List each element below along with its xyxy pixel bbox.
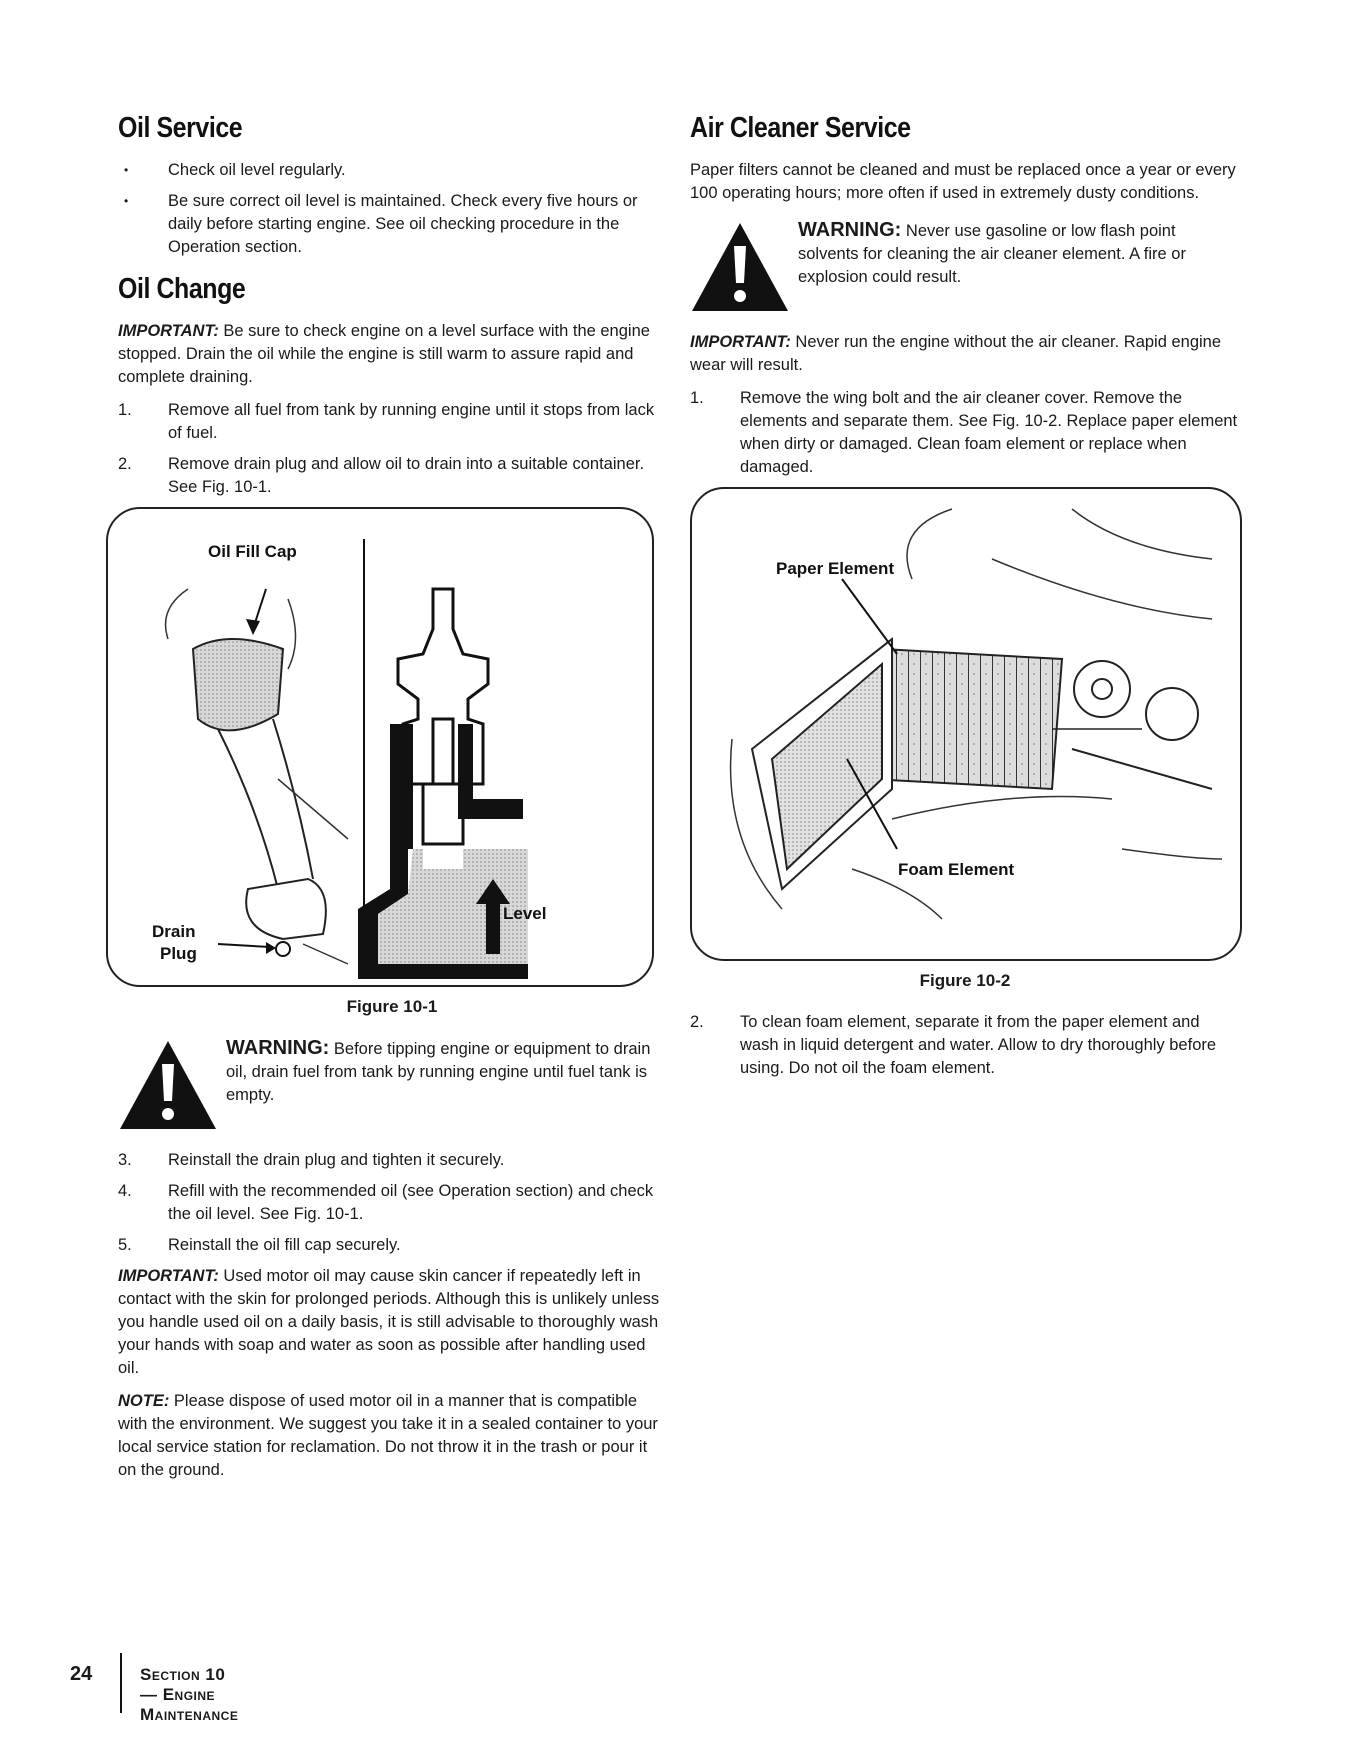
step-text: Reinstall the oil fill cap securely. [168,1236,401,1254]
list-item [118,1149,666,1172]
step-text: Remove drain plug and allow oil to drain into a suitable container. See Fig. 10-1. [168,455,645,496]
important-text: Never run the engine without the air cleaner. Rapid engine wear will result. [690,333,1222,374]
important-paragraph-2 [118,1265,666,1380]
list-item [118,399,666,445]
figure-10-1 [106,507,654,987]
warning-icon [690,221,790,313]
important-label: IMPORTANT: [690,333,791,351]
warning-paragraph [226,1037,666,1107]
plug-label: Plug [160,944,197,963]
step-number: 1. [690,389,704,407]
step-text: To clean foam element, separate it from the paper element and wash in liquid detergent and water. Allow to dry thoroughly before using. Do not oil the foam element. [740,1013,1217,1077]
important-paragraph [118,320,666,389]
warning-label: WARNING: [226,1037,330,1059]
step-number: 2. [690,1013,704,1031]
oil-change-heading: Oil Change [118,273,246,305]
important-text: Used motor oil may cause skin cancer if repeatedly left in contact with the skin for prolonged periods. Although this is unlikely unless you handle used oil on a daily basis, it is still advisable to thoroughly wash your hands with soap and water as soon as possible after handling used oil. [118,1267,660,1377]
important-paragraph [690,331,1240,377]
list-item: • Check oil level regularly. [118,159,666,182]
air-cleaner-heading: Air Cleaner Service [690,112,911,144]
list-item [118,1180,666,1226]
footer-divider [120,1653,122,1713]
step-number: 3. [118,1151,132,1169]
air-cleaner-steps-continued [690,1011,1240,1080]
important-label: IMPORTANT: [118,1267,219,1285]
air-cleaner-steps [690,387,1240,479]
oil-service-list [118,159,666,259]
note-paragraph [118,1390,666,1482]
oil-fill-cap-label: Oil Fill Cap [208,542,297,561]
air-cleaner-intro: Paper filters cannot be cleaned and must be replaced once a year or every 100 operating hours; more often if used in extremely dusty conditions. [690,161,1236,202]
oil-change-steps-continued [118,1149,666,1257]
figure-10-2-caption: Figure 10-2 [919,971,1011,990]
warning-icon [118,1039,218,1131]
step-text: Refill with the recommended oil (see Operation section) and check the oil level. See Fig. 10-1. [168,1182,654,1223]
note-text: Please dispose of used motor oil in a manner that is compatible with the environment. We suggest you take it in a sealed container to your local service station for reclamation. Do not throw it in the trash or pour it on the ground. [118,1392,658,1479]
page-number: 24 [70,1663,93,1685]
air-warning [690,219,1240,319]
important-text: Be sure to check engine on a level surface with the engine stopped. Drain the oil while the engine is still warm to assure rapid and complete draining. [118,322,650,386]
note-label: NOTE: [118,1392,170,1410]
section-title: Section 10— Engine Maintenance [140,1665,239,1724]
step-text: Reinstall the drain plug and tighten it securely. [168,1151,505,1169]
step-number: 5. [118,1236,132,1254]
figure-10-2 [690,487,1242,961]
list-item [118,1234,666,1257]
list-item: • Be sure correct oil level is maintained. Check every five hours or daily before starting engine. See oil checking procedure in the Operation section. [118,190,666,259]
foam-element-label: Foam Element [898,860,1015,879]
list-item [118,453,666,499]
paper-element-label: Paper Element [776,559,895,578]
step-text: Remove the wing bolt and the air cleaner cover. Remove the elements and separate them. See Fig. 10-2. Replace paper element when dirty or damaged. Clean foam element or replace when damaged. [740,389,1238,476]
oil-service-heading: Oil Service [118,112,243,144]
step-number: 4. [118,1182,132,1200]
oil-change-steps [118,399,666,499]
warning-text: Before tipping engine or equipment to drain oil, drain fuel from tank by running engine until fuel tank is empty. [226,1040,651,1104]
step-number: 2. [118,455,132,473]
step-number: 1. [118,401,132,419]
warning-label: WARNING: [798,219,902,241]
oil-drain-illustration [108,509,652,985]
left-column [118,112,666,1492]
oil-warning [118,1037,666,1137]
figure-10-1-caption: Figure 10-1 [346,997,438,1016]
list-item [690,1011,1240,1080]
air-filter-illustration [692,489,1240,959]
important-label: IMPORTANT: [118,322,219,340]
right-column [690,112,1240,1088]
warning-text: Never use gasoline or low flash point solvents for cleaning the air cleaner element. A fire or explosion could result. [798,222,1186,286]
list-item [690,387,1240,479]
step-text: Remove all fuel from tank by running engine until it stops from lack of fuel. [168,401,655,442]
warning-paragraph [798,219,1240,289]
drain-label: Drain [152,922,196,941]
level-label: Level [503,904,547,923]
